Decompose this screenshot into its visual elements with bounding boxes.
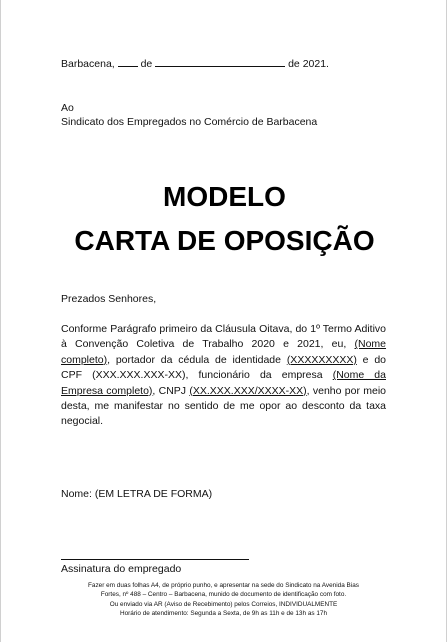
footer-instructions xyxy=(51,581,396,619)
date-line xyxy=(61,56,329,71)
body-part-1: Conforme Parágrafo primeiro da Cláusula Oitava, do 1º Termo Aditivo à Convenção Coletiva de Trabalho 2020 e 2021, eu, xyxy=(61,323,386,351)
footer-line-2: Fortes, nº 488 – Centro – Barbacena, munido de documento de identificação com foto. xyxy=(100,591,347,599)
title-line-1: MODELO xyxy=(163,181,286,212)
body-part-3: e do CPF (XXX.XXX.XXX-XX), funcionário da empresa xyxy=(61,353,386,382)
signature-label: Assinatura do empregado xyxy=(61,563,182,575)
date-de-1: de xyxy=(140,58,153,70)
body-paragraph xyxy=(61,322,386,430)
name-placeholder: (Nome completo) xyxy=(61,338,387,366)
body-part-4: , CNPJ xyxy=(152,384,187,397)
footer-line-3: Ou enviado via AR (Aviso de Recebimento) pelos Correios, INDIVIDUALMENTE xyxy=(109,600,338,608)
day-blank xyxy=(118,56,138,67)
body-part-2: , portador da cédula de identidade xyxy=(107,353,281,366)
body-part-5: , venho por meio desta, me manifestar no sentido de me opor ao desconto da taxa negocial. xyxy=(61,384,386,428)
recipient-org: Sindicato dos Empregados no Comércio de Barbacena xyxy=(61,116,318,128)
cnpj-placeholder: (XX.XXX.XXX/XXXX-XX) xyxy=(189,384,307,397)
recipient-ao: Ao xyxy=(61,102,74,114)
name-field: Nome: (EM LETRA DE FORMA) xyxy=(61,488,213,500)
company-placeholder: (Nome da Empresa completo) xyxy=(61,369,386,397)
greeting: Prezados Senhores, xyxy=(61,293,157,305)
footer-line-1: Fazer em duas folhas A4, de próprio punho, e apresentar na sede do Sindicato na Avenida Bias xyxy=(88,582,359,589)
date-de-2: de 2021. xyxy=(288,58,329,70)
rg-placeholder: (XXXXXXXXX) xyxy=(286,353,357,366)
month-blank xyxy=(155,56,285,67)
title-line-2: CARTA DE OPOSIÇÃO xyxy=(74,225,375,256)
footer-line-4: Horário de atendimento: Segunda a Sexta, de 9h as 11h e de 13h as 17h xyxy=(119,610,328,618)
signature-line xyxy=(61,559,249,560)
date-city: Barbacena, xyxy=(61,58,115,70)
